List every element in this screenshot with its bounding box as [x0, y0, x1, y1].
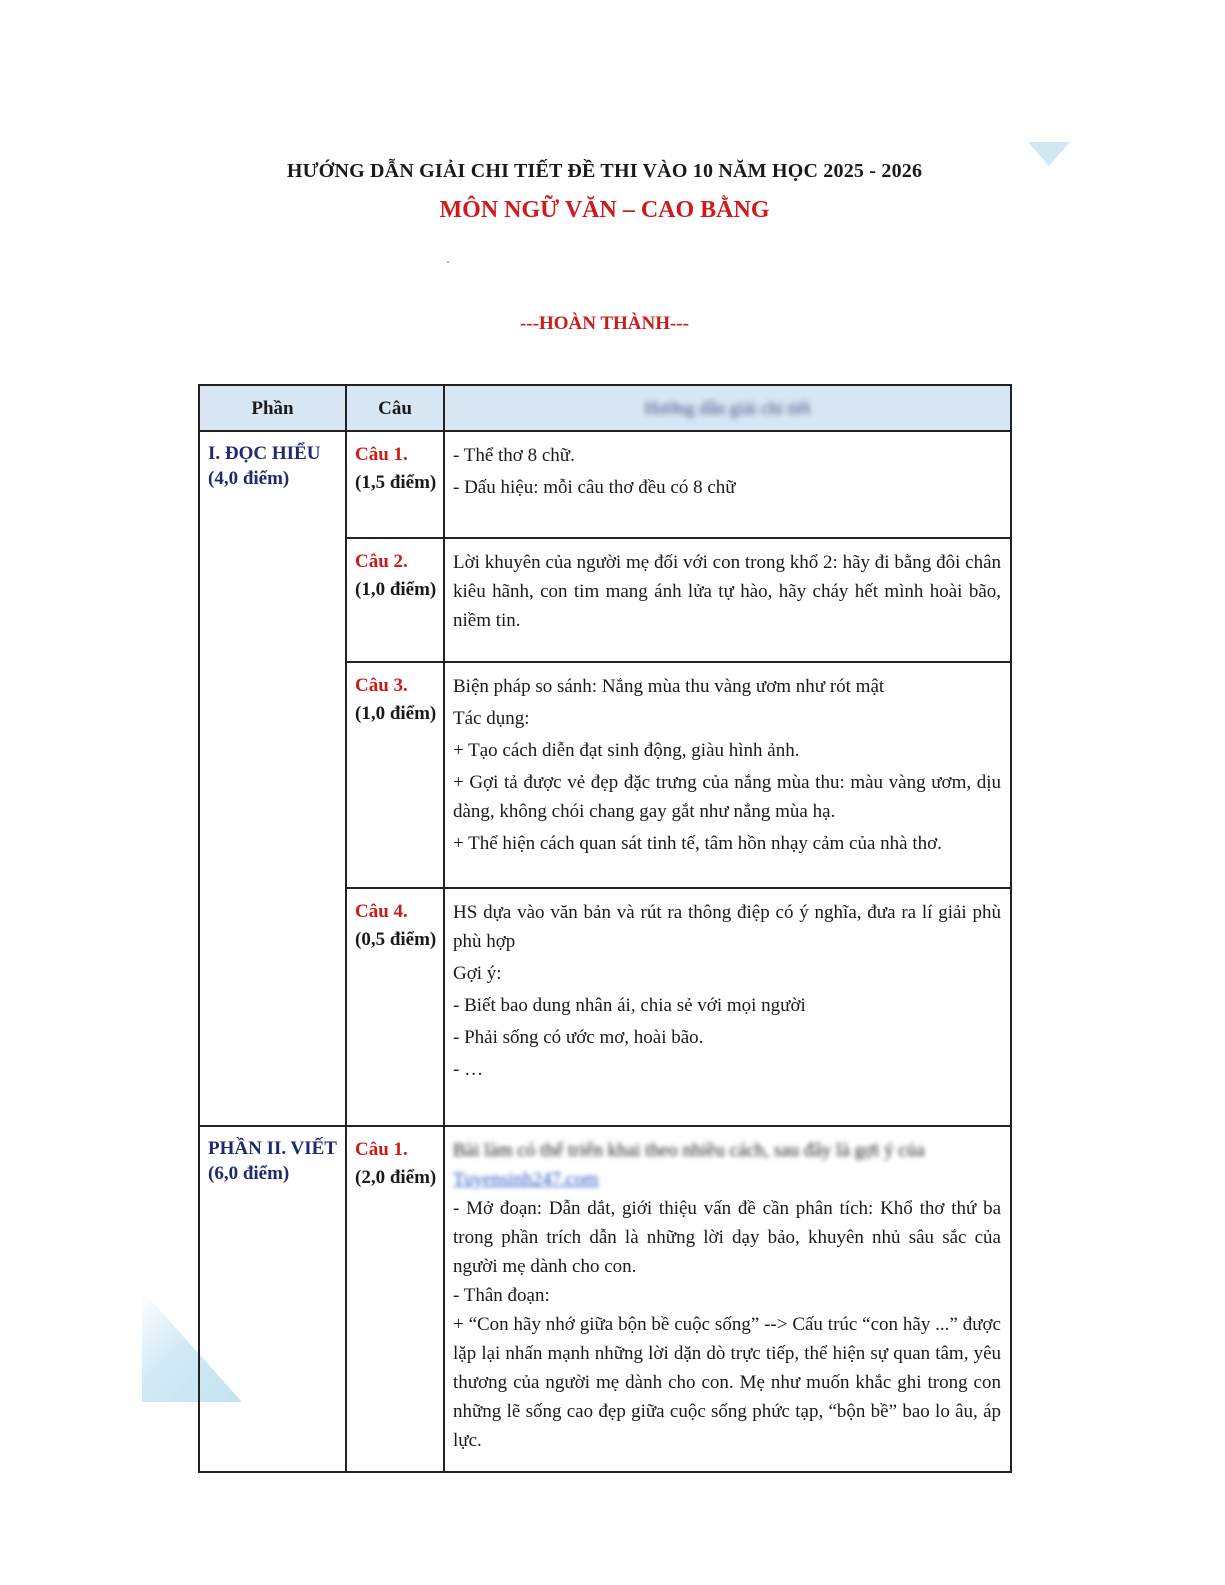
- answer-line: - Thể thơ 8 chữ.: [453, 445, 575, 466]
- question-label: Câu 4.: [355, 901, 408, 922]
- answer-line: - Dấu hiệu: mỗi câu thơ đều có 8 chữ: [453, 477, 736, 498]
- section-points: (6,0 điểm): [208, 1163, 290, 1184]
- question-points: (1,5 điểm): [355, 472, 437, 493]
- blurred-intro: Bài làm có thể triển khai theo nhiều cách, sau đây là gợi ý của: [453, 1140, 925, 1161]
- source-link[interactable]: Tuyensinh247.com: [453, 1169, 599, 1190]
- answer-cell: [444, 431, 1011, 538]
- document-title: HƯỚNG DẪN GIẢI CHI TIẾT ĐỀ THI VÀO 10 NĂM HỌC 2025 - 2026: [286, 160, 923, 182]
- header-answer-text: Hướng dẫn giải chi tiết: [644, 397, 811, 418]
- subject-title: MÔN NGỮ VĂN – CAO BẰNG: [439, 197, 770, 223]
- answer-key-table: [198, 384, 1012, 1473]
- section-name: PHẦN II. VIẾT: [208, 1138, 337, 1159]
- question-label: Câu 2.: [355, 551, 408, 572]
- header-cau: Câu: [346, 385, 444, 431]
- section-name: I. ĐỌC HIỂU: [208, 443, 321, 464]
- answer-cell: [444, 888, 1011, 1126]
- answer-line: Lời khuyên của người mẹ đối với con trong khổ 2: hãy đi bằng đôi chân kiêu hãnh, con tim mang ánh lửa tự hào, hãy cháy hết mình hoài bão, niềm tin.: [453, 552, 1001, 631]
- question-cell: [346, 662, 444, 888]
- question-points: (1,0 điểm): [355, 703, 437, 724]
- answer-line: + Thể hiện cách quan sát tinh tế, tâm hồn nhạy cảm của nhà thơ.: [453, 833, 942, 854]
- answer-line: HS dựa vào văn bản và rút ra thông điệp có ý nghĩa, đưa ra lí giải phù phù hợp: [453, 902, 1001, 952]
- question-label: Câu 1.: [355, 444, 408, 465]
- section-points: (4,0 điểm): [208, 468, 290, 489]
- question-cell: [346, 1126, 444, 1472]
- question-label: Câu 1.: [355, 1139, 408, 1160]
- table-row: [199, 431, 1011, 538]
- answer-line: - Biết bao dung nhân ái, chia sẻ với mọi người: [453, 995, 806, 1016]
- header-phan: Phần: [199, 385, 346, 431]
- status-label: ---HOÀN THÀNH---: [519, 313, 690, 334]
- question-points: (0,5 điểm): [355, 929, 437, 950]
- table-header-row: [199, 385, 1011, 431]
- answer-line: - Mở đoạn: Dẫn dắt, giới thiệu vấn đề cần phân tích: Khổ thơ thứ ba trong phần trích dẫn là những lời dạy bảo, khuyên nhủ sâu sắc của người mẹ dành cho con.: [453, 1198, 1001, 1277]
- answer-cell: [444, 662, 1011, 888]
- answer-line: Biện pháp so sánh: Nắng mùa thu vàng ươm như rót mật: [453, 676, 885, 697]
- answer-cell: [444, 538, 1011, 662]
- section-cell-doc-hieu: [199, 431, 346, 1126]
- question-cell: [346, 888, 444, 1126]
- answer-line: - Phải sống có ước mơ, hoài bão.: [453, 1027, 704, 1048]
- question-points: (2,0 điểm): [355, 1167, 437, 1188]
- answer-line: - …: [453, 1059, 484, 1080]
- speck: [447, 261, 449, 263]
- answer-line: - Thân đoạn:: [453, 1285, 550, 1306]
- question-label: Câu 3.: [355, 675, 408, 696]
- answer-cell: [444, 1126, 1011, 1472]
- answer-line: + Gợi tả được vẻ đẹp đặc trưng của nắng mùa thu: màu vàng ươm, dịu dàng, không chói chang gay gắt như nắng mùa hạ.: [453, 772, 1001, 822]
- answer-line: + “Con hãy nhớ giữa bộn bề cuộc sống” --> Cấu trúc “con hãy ...” được lặp lại nhấn mạnh những lời dặn dò trực tiếp, thể hiện sự quan tâm, yêu thương của người mẹ dành cho con. Mẹ như muốn khắc ghi trong con những lẽ sống cao đẹp giữa cuộc sống phức tạp, “bộn bề” bao lo âu, áp lực.: [453, 1314, 1001, 1451]
- answer-line: Tác dụng:: [453, 708, 530, 729]
- answer-line: + Tạo cách diễn đạt sinh động, giàu hình ảnh.: [453, 740, 800, 761]
- table-row: [199, 1126, 1011, 1472]
- question-cell: [346, 431, 444, 538]
- question-cell: [346, 538, 444, 662]
- answer-line: Gợi ý:: [453, 963, 502, 984]
- header-answer: [444, 385, 1011, 431]
- section-cell-viet: [199, 1126, 346, 1472]
- question-points: (1,0 điểm): [355, 579, 437, 600]
